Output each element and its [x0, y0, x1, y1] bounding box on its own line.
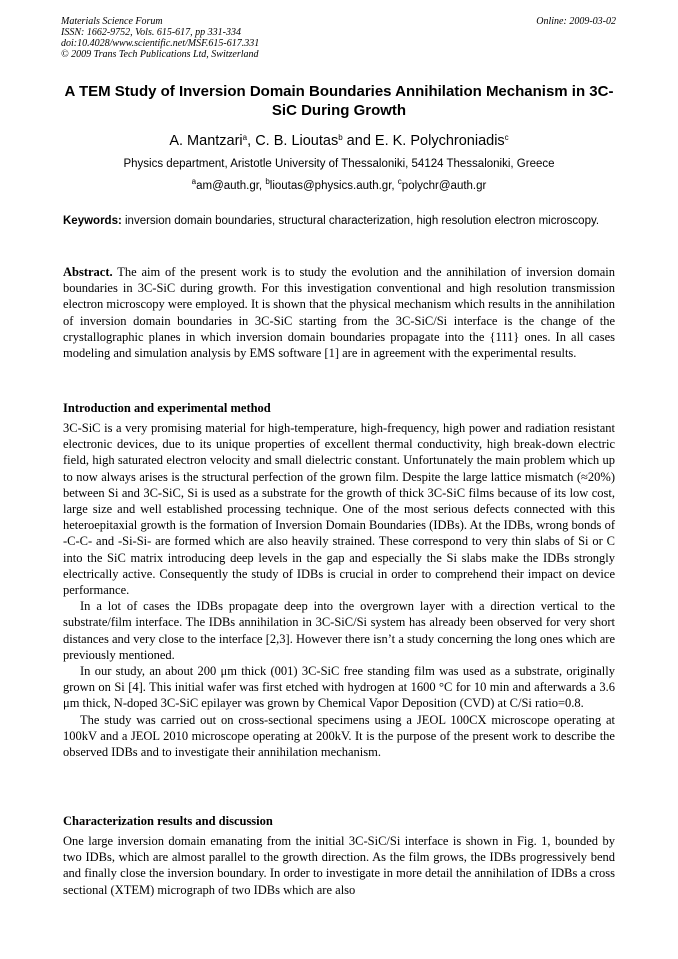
affiliation-marker: a — [242, 133, 248, 142]
author-name: A. Mantzari — [169, 133, 243, 149]
keywords-text: inversion domain boundaries, structural characterization, high resolution electron microscopy. — [121, 215, 600, 227]
doi-line[interactable]: doi:10.4028/www.scientific.net/MSF.615-617.331 — [61, 38, 260, 49]
copyright-line: © 2009 Trans Tech Publications Ltd, Switzerland — [61, 49, 259, 60]
author-name: E. K. Polychroniadis — [374, 133, 505, 149]
issn-line: ISSN: 1662-9752, Vols. 615-617, pp 331-334 — [61, 27, 241, 38]
abstract-label: Abstract. — [63, 265, 113, 279]
email-address[interactable]: polychr@auth.gr — [401, 180, 487, 192]
keywords-block — [63, 214, 615, 229]
paper-title: A TEM Study of Inversion Domain Boundaries Annihilation Mechanism in 3C-SiC During Growth — [64, 83, 614, 119]
author-separator: , — [247, 133, 256, 149]
affiliation-marker: c — [504, 133, 509, 142]
author-emails — [60, 179, 618, 194]
keywords-label: Keywords: — [63, 215, 122, 227]
results-body — [63, 833, 615, 898]
introduction-body — [63, 420, 615, 760]
paragraph: The study was carried out on cross-sectional specimens using a JEOL 100CX microscope operating at 100kV and a JEOL 2010 microscope operating at 200kV. It is the purpose of the present work to describe the observed IDBs and to investigate their annihilation mechanism. — [63, 712, 615, 760]
author-separator: and — [342, 133, 375, 149]
section-heading-results: Characterization results and discussion — [63, 814, 273, 828]
email-marker: a — [191, 177, 197, 186]
paragraph: In a lot of cases the IDBs propagate deep into the overgrown layer with a direction vertical to the substrate/film interface. The IDBs annihilation in 3C-SiC/Si system has already been observed for very short distances and very close to the interface [2,3]. However there isn’t a study concerning the long ones which are previously mentioned. — [63, 599, 615, 662]
paragraph: In our study, an about 200 μm thick (001) 3C-SiC free standing film was used as a substrate, originally grown on Si [4]. This initial wafer was first etched with hydrogen at 1600 °C for 10 min and afterwards a 3.6 μm thick, N-doped 3C-SiC epilayer was grown by Chemical Vapor Deposition (CVD) at C/Si ratio=0.8. — [63, 664, 615, 711]
affiliation: Physics department, Aristotle University of Thessaloniki, 54124 Thessaloniki, Greece — [123, 158, 555, 170]
section-heading-introduction: Introduction and experimental method — [63, 401, 271, 415]
online-date: Online: 2009-03-02 — [536, 16, 616, 27]
abstract-text: The aim of the present work is to study the evolution and the annihilation of inversion domain boundaries in 3C-SiC during growth. For this investigation conventional and high resolution transmission electron microscopy were employed. It is shown that the physical mechanism which results in the annihilation of inversion domain boundaries in 3C-SiC starting from the 3C-SiC/Si interface is the change of the crystallographic planes in which inversion domain boundaries propagate into the {111} ones. In all cases modeling and simulation analysis by EMS software [1] are in agreement with the experimental results. — [63, 265, 615, 361]
email-address[interactable]: lioutas@physics.auth.gr, — [269, 180, 398, 192]
affiliation-marker: b — [338, 133, 343, 142]
author-name: C. B. Lioutas — [255, 133, 339, 149]
email-address[interactable]: am@auth.gr, — [196, 180, 266, 192]
journal-name: Materials Science Forum — [61, 16, 163, 27]
journal-metadata — [61, 16, 259, 60]
abstract-block — [63, 264, 615, 361]
paragraph: One large inversion domain emanating from the initial 3C-SiC/Si interface is shown in Fig. 1, bounded by two IDBs, which are almost parallel to the growth direction. As the film grows, the IDBs progressively bend and finally close the inversion boundary. In order to investigate in more detail the annihilation of IDBs a cross sectional (XTEM) micrograph of two IDBs which are also — [63, 834, 615, 897]
paragraph: 3C-SiC is a very promising material for high-temperature, high-frequency, high power and radiation resistant electronic devices, due to its unique properties of excellent thermal conductivity, high break-down electric field, high saturated electron velocity and small dielectric constant. Unfortunately the main problem which up to now always arises is the structural perfection of the grown film. Despite the large lattice mismatch (≈20%) between Si and 3C-SiC, Si is used as a substrate for the growth of thick 3C-SiC films because of its low cost, large size and well established processing technique. One of the most serious defects connected with this heteroepitaxial growth is the formation of Inversion Domain Boundaries (IDBs). At the IDBs, wrong bonds of -C-C- and -Si-Si- are formed which are also heavily strained. These correspond to very thin slabs of Si or C into the SiC matrix introducing deep levels in the gap and especially the Si slabs make the IDBs strongly electrically active. Consequently the study of IDBs is crucial in order to comprehend their impact on device performance. — [63, 421, 615, 598]
email-marker: c — [397, 177, 402, 186]
email-marker: b — [265, 177, 270, 186]
author-list — [60, 132, 618, 150]
